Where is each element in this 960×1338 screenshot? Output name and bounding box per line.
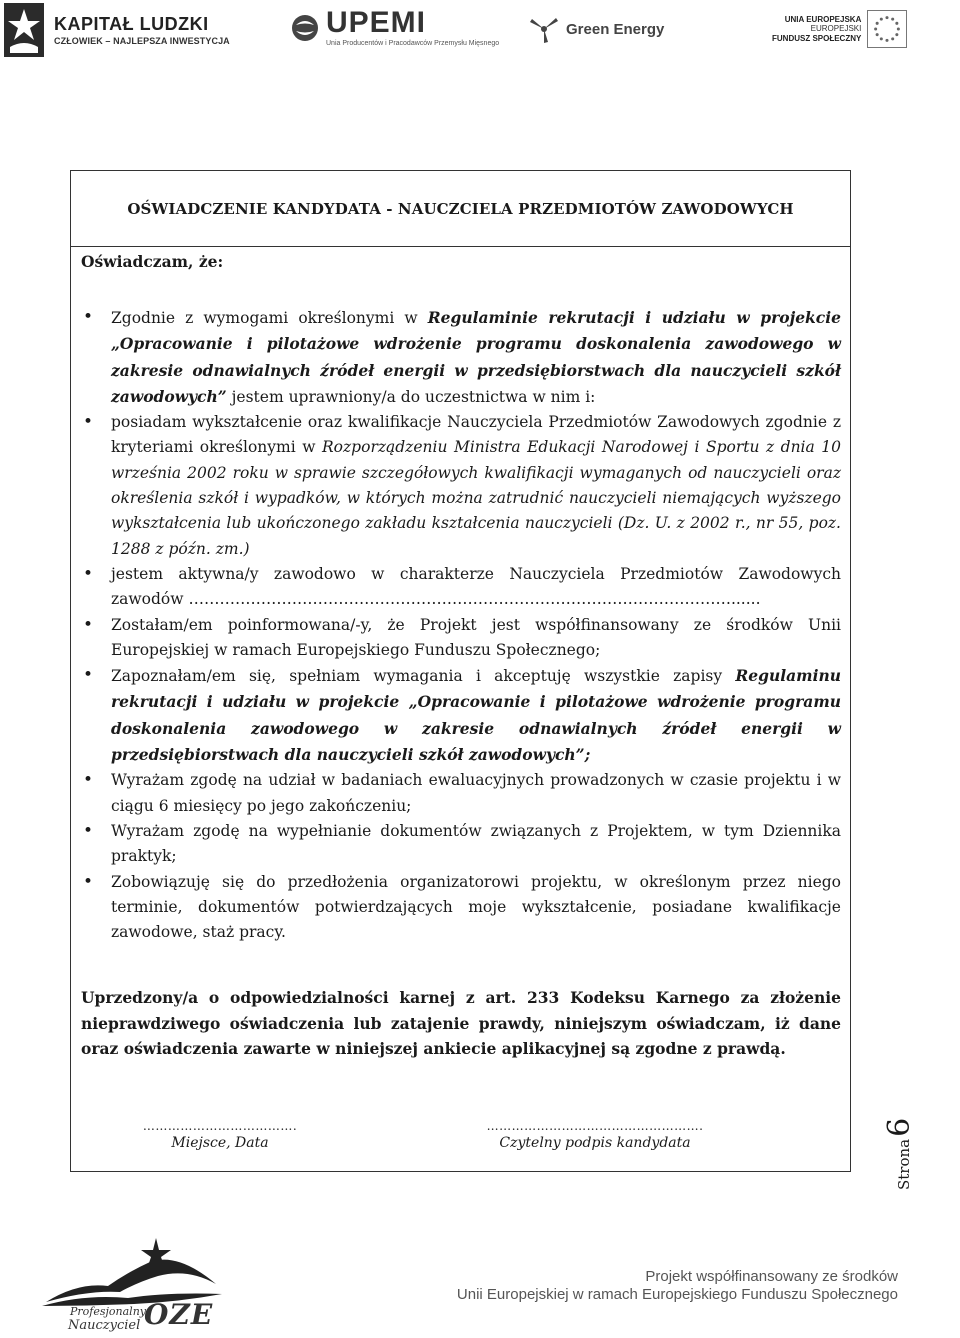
item-text: Zobowiązuję się do przedłożenia organizatorowi projektu, w określonym przez niego terminie, dokumentów potwierdzających moje wykształcenie, posiadane kwalifikacje zawodowe, staż pracy. xyxy=(111,872,841,942)
declaration-item-evaluation-consent xyxy=(81,768,841,819)
item-text: posiadam wykształcenie oraz kwalifikacje Nauczyciela Przedmiotów Zawodowych zgodnie z kryteriami określonymi w xyxy=(111,413,841,457)
eu-flag-icon xyxy=(867,10,907,48)
eu-efs-logo xyxy=(772,10,907,48)
cofinancing-note-line2: Unii Europejskiej w ramach Europejskiego Funduszu Społecznego xyxy=(456,1286,898,1303)
declaration-form xyxy=(70,170,851,1172)
regulation-reference: Regulaminie rekrutacji i udziału w projekcie „Opracowanie i pilotażowe wdrożenie programu doskonalenia zawodowego w zakresie odnawialnych źródeł energii w przedsiębiorstwach dla nauczycieli szkół zawodowych” xyxy=(111,308,841,406)
declaration-item-eligibility xyxy=(81,305,841,410)
declaration-item-qualifications xyxy=(81,410,841,562)
title-row xyxy=(71,171,850,247)
intro-text: Oświadczam, że: xyxy=(81,252,224,271)
kapital-ludzki-tagline: CZŁOWIEK – NAJLEPSZA INWESTYCJA xyxy=(54,35,230,46)
place-date-line: ………………………………. xyxy=(142,1119,298,1133)
declaration-content xyxy=(71,251,850,1061)
declaration-item-documents-consent xyxy=(81,819,841,870)
declaration-item-cofinancing xyxy=(81,613,841,664)
footer-logo-line2: Nauczyciel xyxy=(68,1318,141,1333)
item-text: Zapoznałam/em się, spełniam wymagania i akceptuję wszystkie zapisy xyxy=(111,667,736,686)
declaration-item-professional-activity xyxy=(81,562,841,613)
signature-label: Czytelny podpis kandydata xyxy=(499,1135,691,1151)
item-text: jestem uprawniony/a do uczestnictwa w nim i: xyxy=(226,387,596,406)
upemi-name: UPEMI xyxy=(326,6,427,39)
eu-line2: EUROPEJSKI xyxy=(810,24,862,34)
green-energy-name: Green Energy xyxy=(566,20,665,38)
signature-field[interactable] xyxy=(475,1119,715,1151)
page-number-value: 6 xyxy=(882,1117,917,1137)
upemi-tagline: Unia Producentów i Pracodawców Przemysłu Mięsnego xyxy=(326,40,500,47)
eu-line3: FUNDUSZ SPOŁECZNY xyxy=(772,33,862,43)
ordinance-reference: Rozporządzeniu Ministra Edukacji Narodowej i Sportu z dnia 10 września 2002 roku w sprawie szczegółowych kwalifikacji wymaganych od nauczycieli oraz określenia szkół i wypadków, w których można zatrudnić nauczycieli niemających wyższego wykształcenia lub ukończonego zakładu kształcenia nauczycieli (Dz. U. z 2002 r., nr 55, poz. 1288 z późn. zm.) xyxy=(111,438,842,558)
place-date-field[interactable] xyxy=(115,1119,325,1151)
declaration-list xyxy=(81,305,841,945)
document-title: OŚWIADCZENIE KANDYDATA - NAUCZCIELA PRZEDMIOTÓW ZAWODOWYCH xyxy=(127,199,794,218)
page-number xyxy=(878,1112,918,1192)
item-text: Zostałam/em poinformowana/-y, że Projekt jest współfinansowany ze środków Unii Europejskiej w ramach Europejskiego Funduszu Społecznego; xyxy=(111,615,841,659)
place-date-label: Miejsce, Data xyxy=(171,1135,269,1151)
wind-turbine-icon xyxy=(528,14,560,44)
item-text: Wyrażam zgodę na wypełnianie dokumentów związanych z Projektem, w tym Dziennika praktyk; xyxy=(111,821,841,866)
kapital-ludzki-logo xyxy=(4,2,230,58)
eu-line1: UNIA EUROPEJSKA xyxy=(784,15,862,25)
footer-logo-line1: Profesjonalny xyxy=(70,1305,147,1318)
signature-line: ……………………………………………. xyxy=(486,1119,704,1133)
cofinancing-note-line1: Projekt współfinansowany ze środków xyxy=(645,1268,898,1285)
cofinancing-note xyxy=(457,1268,898,1304)
green-energy-logo xyxy=(528,14,664,44)
upemi-logo xyxy=(290,8,499,47)
upemi-emblem-icon xyxy=(290,13,320,43)
criminal-liability-warning: Uprzedzony/a o odpowiedzialności karnej z art. 233 Kodeksu Karnego za złożenie nieprawdziwego oświadczenia lub zatajenie prawdy, niniejszym oświadczam, iż dane oraz oświadczenia zawarte w niniejszej ankiecie aplikacyjnej są zgodne z prawdą. xyxy=(81,988,841,1059)
item-text: jestem aktywna/y zawodowo w charakterze Nauczyciela Przedmiotów Zawodowych zawodów ……………………………………………………………………………………………...... xyxy=(111,564,841,609)
item-text: Zgodnie z wymogami określonymi w xyxy=(111,309,428,327)
footer-logo-oze: OZE xyxy=(144,1298,214,1331)
kapital-ludzki-name: KAPITAŁ LUDZKI xyxy=(54,13,209,34)
regulation-reference: Regulaminu rekrutacji i udziału w projekcie „Opracowanie i pilotażowe wdrożenie programu doskonalenia zawodowego w zakresie odnawialnych źródeł energii w przedsiębiorstwach dla nauczycieli szkół zawodowych”; xyxy=(111,666,841,765)
kapital-ludzki-emblem-icon xyxy=(4,3,44,57)
item-text: Wyrażam zgodę na udział w badaniach ewaluacyjnych prowadzonych w czasie projektu i w ciągu 6 miesięcy po jego zakończeniu; xyxy=(111,771,841,815)
declaration-item-obligation xyxy=(81,870,841,946)
page-word: Strona xyxy=(895,1138,913,1190)
declaration-item-regulations xyxy=(81,663,841,768)
